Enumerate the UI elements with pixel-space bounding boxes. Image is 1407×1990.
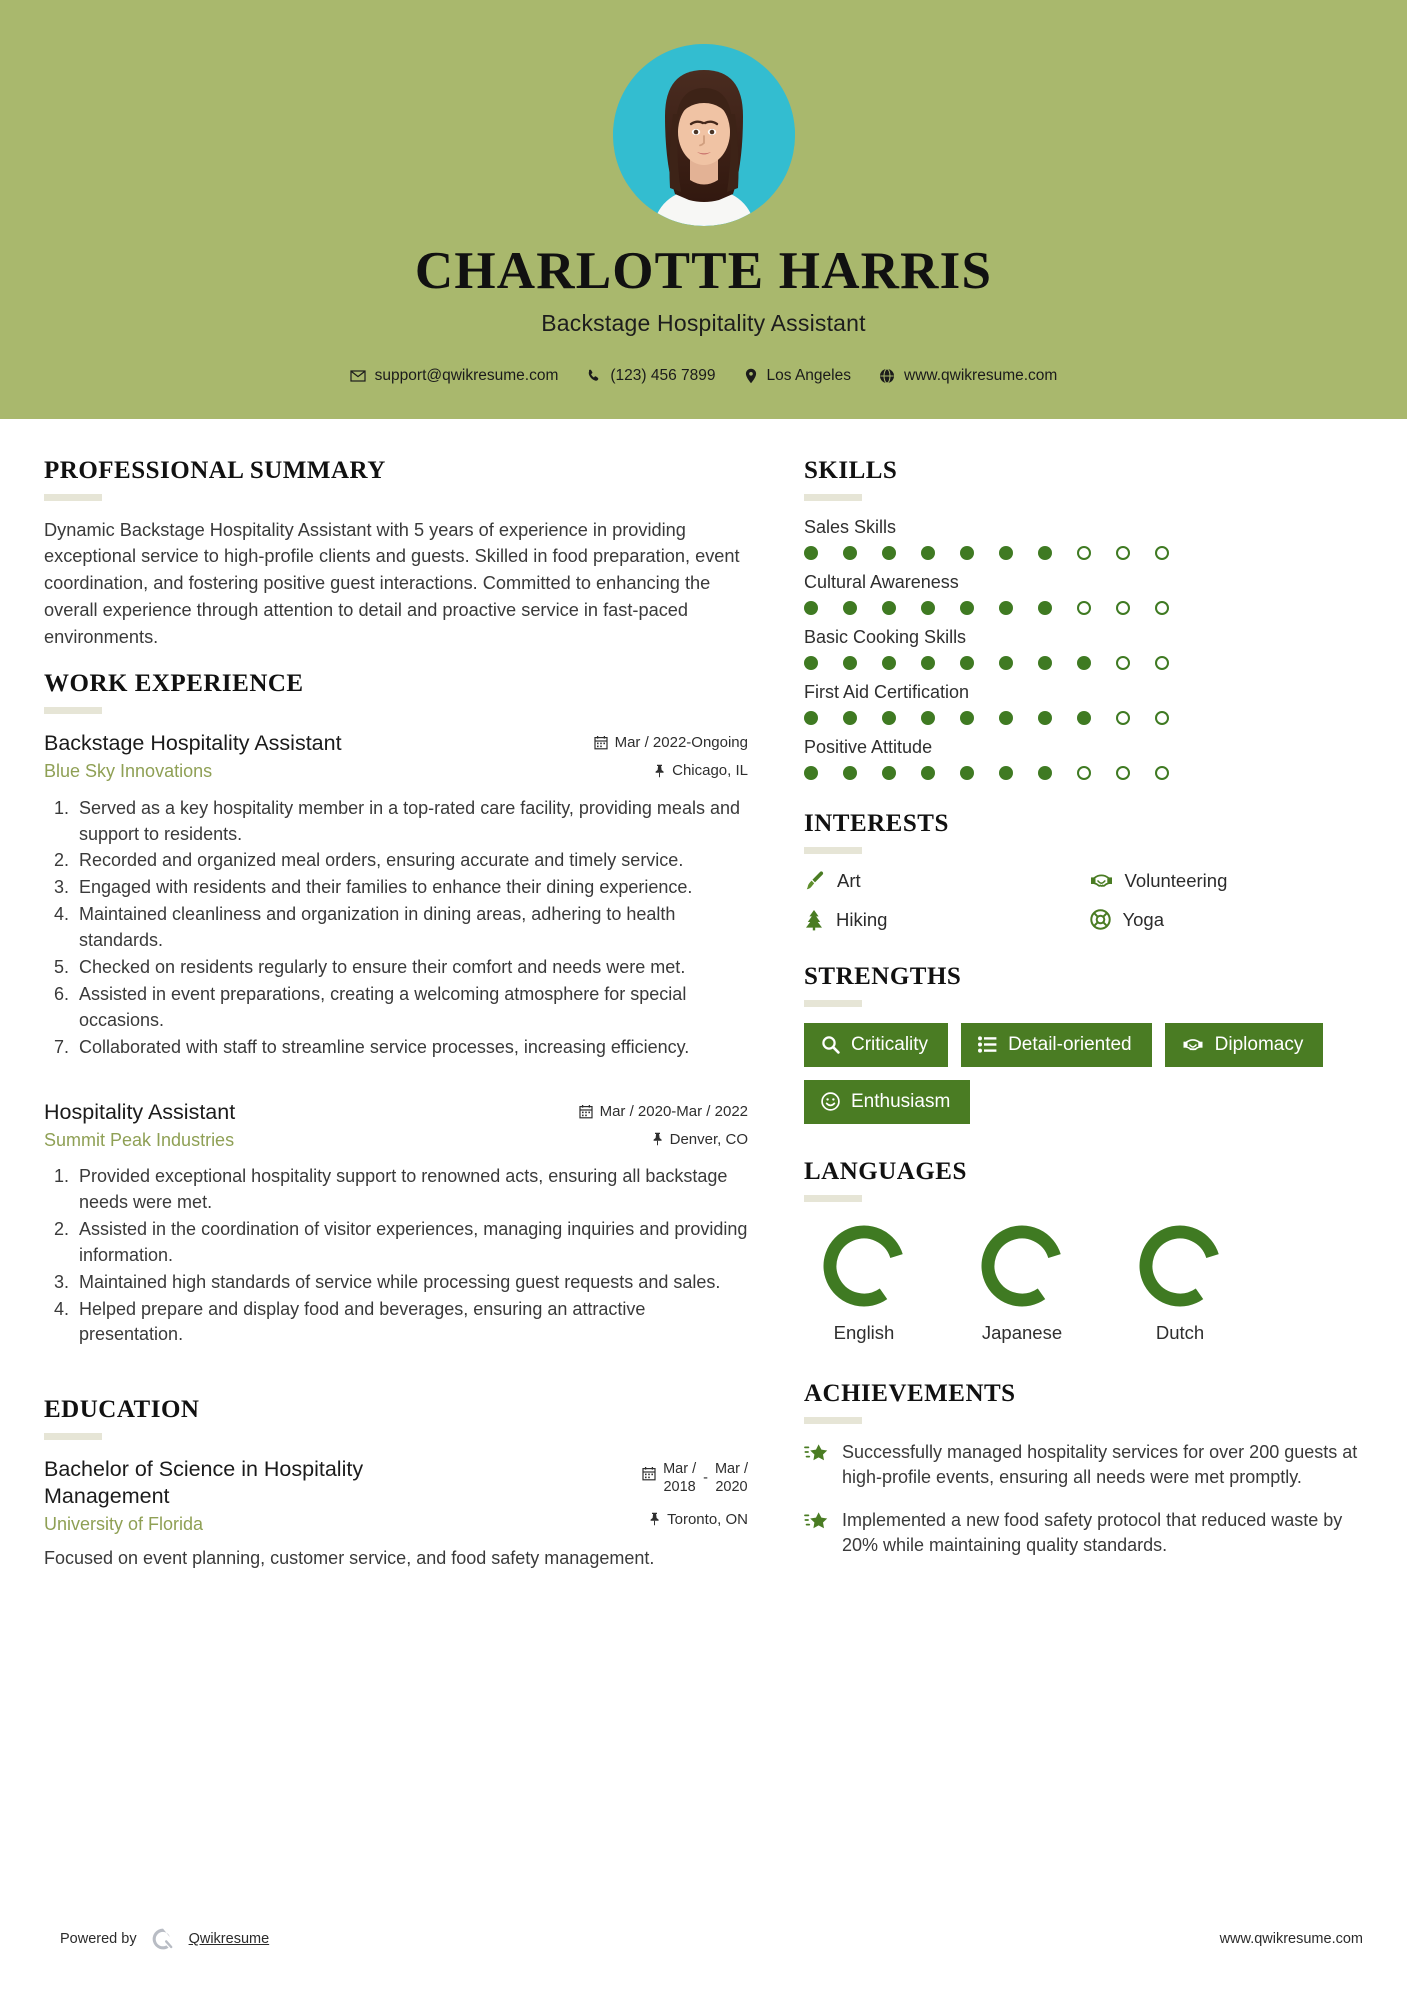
skill-dot — [999, 766, 1013, 780]
skill-dot — [1155, 601, 1169, 615]
paintbrush-icon — [804, 870, 825, 891]
section-title-languages: LANGUAGES — [804, 1157, 967, 1185]
spacer — [804, 1364, 1365, 1380]
calendar-icon — [594, 735, 608, 750]
spacer — [804, 800, 1365, 810]
strength-chip-criticality[interactable] — [804, 1023, 948, 1067]
skill-dot — [1038, 601, 1052, 615]
skill-dot — [843, 546, 857, 560]
summary-text: Dynamic Backstage Hospitality Assistant with 5 years of experience in providing exceptional service to high-profile clients and guests. Skilled in food preparation, event coordination, and fostering positive guest interactions. Committed to enhancing the overall experience through attention to detail and proactive service in fast-paced environments. — [44, 519, 740, 647]
section-work-experience — [44, 670, 748, 1348]
skill-dot — [921, 711, 935, 725]
bullet-item: 7. Collaborated with staff to streamline service processes, increasing efficiency. — [74, 1035, 748, 1061]
experience-location — [594, 762, 748, 779]
skill-dot — [1077, 766, 1091, 780]
skill-rating — [804, 601, 1365, 615]
skill-dot — [921, 546, 935, 560]
skill-dot — [1116, 601, 1130, 615]
skill-dot — [921, 656, 935, 670]
bullet-item: 3. Maintained high standards of service while processing guest requests and sales. — [74, 1270, 748, 1296]
contact-location[interactable] — [735, 367, 860, 385]
contact-website[interactable] — [870, 367, 1066, 385]
pushpin-icon — [654, 764, 665, 778]
skill-item — [804, 572, 1365, 615]
section-rule — [44, 494, 102, 501]
skill-dot — [960, 601, 974, 615]
interest-label: Art — [837, 869, 861, 891]
experience-role: Backstage Hospitality Assistant — [44, 731, 342, 756]
experience-dates — [594, 734, 748, 751]
skill-item — [804, 627, 1365, 670]
bullet-item: 4. Helped prepare and display food and beverages, ensuring an attractive presentation. — [74, 1297, 748, 1349]
skill-dot — [960, 711, 974, 725]
skill-dot — [1038, 766, 1052, 780]
strength-chip-diplomacy[interactable] — [1165, 1023, 1324, 1067]
strength-chip-enthusiasm[interactable] — [804, 1080, 970, 1124]
interest-item — [1090, 870, 1366, 892]
education-end-year: 2020 — [715, 1479, 748, 1496]
experience-dates-text: Mar / 2022-Ongoing — [614, 734, 748, 752]
headline-job-title: Backstage Hospitality Assistant — [541, 309, 866, 336]
achievement-text: Successfully managed hospitality services for over 200 guests at high-profile events, ensuring all needs were met promptly. — [842, 1441, 1358, 1488]
skill-dot — [804, 766, 818, 780]
shooting-star-icon — [804, 1443, 829, 1465]
skill-dot — [999, 656, 1013, 670]
education-date-separator: - — [703, 1470, 708, 1487]
bullet-item: 2. Assisted in the coordination of visitor experiences, managing inquiries and providing information. — [74, 1217, 748, 1269]
spacer — [804, 951, 1365, 963]
experience-location-text: Denver, CO — [669, 1130, 748, 1148]
skill-dot — [1038, 656, 1052, 670]
language-progress-ring — [816, 1218, 912, 1314]
section-achievements — [804, 1380, 1365, 1559]
skill-dot — [804, 546, 818, 560]
location-pin-icon — [744, 368, 758, 384]
section-title-strengths: STRENGTHS — [804, 962, 962, 990]
right-column — [800, 447, 1407, 1592]
pushpin-icon — [652, 1132, 663, 1146]
section-rule — [44, 707, 102, 714]
bullet-item: 2. Recorded and organized meal orders, ensuring accurate and timely service. — [74, 848, 748, 874]
section-strengths — [804, 963, 1365, 1124]
interest-item — [804, 870, 1080, 892]
section-rule — [804, 494, 862, 501]
skill-item — [804, 517, 1365, 560]
skill-dot — [960, 766, 974, 780]
magnifier-icon — [821, 1035, 840, 1054]
spacer — [44, 1069, 748, 1099]
section-title-interests: INTERESTS — [804, 809, 949, 837]
skill-dot — [843, 601, 857, 615]
contact-phone-text: (123) 456 7899 — [610, 366, 716, 384]
skill-dot — [999, 711, 1013, 725]
experience-bullets — [44, 796, 748, 1061]
contact-location-text: Los Angeles — [766, 366, 851, 384]
brand-link[interactable]: Qwikresume — [188, 1931, 270, 1947]
skill-dot — [1077, 711, 1091, 725]
education-school: University of Florida — [44, 1514, 204, 1535]
skill-dot — [804, 601, 818, 615]
skill-dot — [882, 601, 896, 615]
achievement-text: Implemented a new food safety protocol that reduced waste by 20% while maintaining quality standards. — [842, 1509, 1343, 1556]
skill-dot — [960, 656, 974, 670]
life-ring-icon — [1090, 909, 1111, 930]
skill-dot — [1038, 546, 1052, 560]
footer-website[interactable]: www.qwikresume.com — [1219, 1931, 1363, 1947]
experience-location — [579, 1131, 748, 1148]
skill-label: Basic Cooking Skills — [804, 626, 967, 647]
skill-label: Sales Skills — [804, 516, 897, 537]
skill-item — [804, 682, 1365, 725]
bullet-item: 1. Served as a key hospitality member in a top-rated care facility, providing meals and support to residents. — [74, 796, 748, 848]
strength-label: Diplomacy — [1214, 1033, 1304, 1055]
language-label: Japanese — [981, 1321, 1063, 1343]
section-rule — [804, 847, 862, 854]
language-item — [1120, 1218, 1240, 1344]
calendar-icon — [579, 1104, 593, 1119]
spacer — [44, 1368, 748, 1396]
resume-body — [0, 419, 1407, 1592]
skill-dot — [921, 601, 935, 615]
skill-dot — [804, 656, 818, 670]
achievement-item — [804, 1440, 1365, 1491]
left-column — [0, 447, 800, 1592]
language-label: English — [833, 1321, 895, 1343]
skill-rating — [804, 656, 1365, 670]
section-rule — [804, 1417, 862, 1424]
skill-dot — [1116, 766, 1130, 780]
tree-icon — [804, 909, 824, 931]
page-footer — [0, 1926, 1407, 1952]
education-start-year: 2018 — [663, 1479, 696, 1496]
skill-dot — [1116, 546, 1130, 560]
language-progress-ring — [974, 1218, 1070, 1314]
contact-email[interactable] — [341, 367, 568, 385]
skill-dot — [1077, 546, 1091, 560]
skill-dot — [882, 711, 896, 725]
progress-arc — [988, 1232, 1055, 1300]
skill-dot — [843, 766, 857, 780]
contact-email-text: support@qwikresume.com — [374, 366, 559, 384]
education-item — [44, 1456, 748, 1571]
contact-website-text: www.qwikresume.com — [904, 366, 1058, 384]
section-interests — [804, 810, 1365, 931]
calendar-icon — [642, 1466, 656, 1481]
interest-label: Hiking — [836, 908, 888, 930]
education-location — [642, 1511, 748, 1528]
interest-label: Yoga — [1122, 908, 1165, 930]
strength-label: Detail-oriented — [1008, 1033, 1132, 1055]
education-start-month: Mar / — [663, 1461, 697, 1478]
skill-dot — [804, 711, 818, 725]
bullet-item: 4. Maintained cleanliness and organization in dining areas, adhering to health standards. — [74, 902, 748, 954]
list-icon — [978, 1036, 997, 1053]
progress-arc — [830, 1232, 897, 1300]
bullet-item: 5. Checked on residents regularly to ensure their comfort and needs were met. — [74, 955, 748, 981]
experience-item — [44, 1099, 748, 1349]
education-description: Focused on event planning, customer service, and food safety management. — [44, 1548, 655, 1569]
education-location-text: Toronto, ON — [667, 1510, 748, 1528]
avatar — [613, 44, 795, 226]
skill-dot — [999, 601, 1013, 615]
progress-arc — [1146, 1232, 1213, 1300]
section-title-experience: WORK EXPERIENCE — [44, 670, 304, 698]
experience-bullets — [44, 1164, 748, 1348]
language-item — [962, 1218, 1082, 1344]
skill-label: First Aid Certification — [804, 681, 970, 702]
language-progress-ring — [1132, 1218, 1228, 1314]
bullet-item: 1. Provided exceptional hospitality support to renowned acts, ensuring all backstage needs were met. — [74, 1164, 748, 1216]
bullet-item: 6. Assisted in event preparations, creating a welcoming atmosphere for special occasions. — [74, 982, 748, 1034]
avatar-portrait-icon — [613, 44, 795, 226]
handshake-icon — [1182, 1035, 1204, 1054]
phone-icon — [586, 368, 601, 383]
experience-location-text: Chicago, IL — [672, 762, 748, 780]
experience-item — [44, 730, 748, 1060]
education-degree: Bachelor of Science in Hospitality Management — [44, 1457, 364, 1509]
skill-rating — [804, 766, 1365, 780]
contact-row — [0, 367, 1407, 385]
skill-dot — [1155, 766, 1169, 780]
page-title: CHARLOTTE HARRIS — [414, 242, 993, 300]
section-professional-summary — [44, 457, 748, 651]
experience-company: Blue Sky Innovations — [44, 761, 213, 782]
skill-dot — [882, 766, 896, 780]
section-rule — [44, 1433, 102, 1440]
section-rule — [804, 1000, 862, 1007]
bullet-item: 3. Engaged with residents and their families to enhance their dining experience. — [74, 875, 748, 901]
achievement-item — [804, 1508, 1365, 1559]
skill-dot — [960, 546, 974, 560]
skill-dot — [1116, 656, 1130, 670]
section-title-skills: SKILLS — [804, 456, 898, 484]
skill-dot — [1155, 711, 1169, 725]
handshake-icon — [1090, 870, 1113, 891]
skill-dot — [921, 766, 935, 780]
skill-label: Cultural Awareness — [804, 571, 959, 592]
qwikresume-logo-icon — [150, 1926, 176, 1952]
skill-dot — [1155, 656, 1169, 670]
education-start — [663, 1460, 696, 1496]
section-title-summary: PROFESSIONAL SUMMARY — [44, 456, 386, 484]
education-end-month: Mar / — [714, 1461, 748, 1478]
section-education — [44, 1396, 748, 1571]
strength-chip-detail-oriented[interactable] — [961, 1023, 1152, 1067]
interest-item — [804, 909, 1080, 931]
smiley-icon — [821, 1092, 840, 1111]
skill-dot — [999, 546, 1013, 560]
pushpin-icon — [649, 1512, 660, 1526]
skill-dot — [843, 656, 857, 670]
skill-label: Positive Attitude — [804, 736, 933, 757]
skill-dot — [1155, 546, 1169, 560]
skill-dot — [882, 546, 896, 560]
spacer — [804, 1144, 1365, 1158]
contact-phone[interactable] — [577, 367, 724, 385]
strength-label: Enthusiasm — [851, 1090, 951, 1112]
experience-company: Summit Peak Industries — [44, 1129, 235, 1150]
strength-label: Criticality — [851, 1033, 929, 1055]
skill-dot — [1116, 711, 1130, 725]
experience-role: Hospitality Assistant — [44, 1099, 236, 1124]
language-item — [804, 1218, 924, 1344]
section-languages — [804, 1158, 1365, 1344]
education-end — [715, 1460, 748, 1496]
education-dates — [642, 1460, 748, 1496]
experience-dates-text: Mar / 2020-Mar / 2022 — [599, 1102, 748, 1120]
envelope-icon — [350, 368, 366, 384]
language-label: Dutch — [1155, 1321, 1205, 1343]
experience-dates — [579, 1103, 748, 1120]
skill-rating — [804, 546, 1365, 560]
skill-item — [804, 737, 1365, 780]
section-title-achievements: ACHIEVEMENTS — [804, 1379, 1016, 1407]
skill-dot — [1077, 656, 1091, 670]
skill-dot — [843, 711, 857, 725]
section-rule — [804, 1195, 862, 1202]
skill-dot — [1077, 601, 1091, 615]
shooting-star-icon — [804, 1511, 829, 1533]
section-title-education: EDUCATION — [44, 1396, 200, 1424]
interest-label: Volunteering — [1124, 869, 1228, 891]
powered-by-label: Powered by — [60, 1931, 137, 1947]
section-skills — [804, 457, 1365, 780]
globe-icon — [879, 368, 895, 384]
skill-dot — [1038, 711, 1052, 725]
interest-item — [1090, 909, 1366, 931]
skill-dot — [882, 656, 896, 670]
skill-rating — [804, 711, 1365, 725]
resume-header — [0, 0, 1407, 419]
